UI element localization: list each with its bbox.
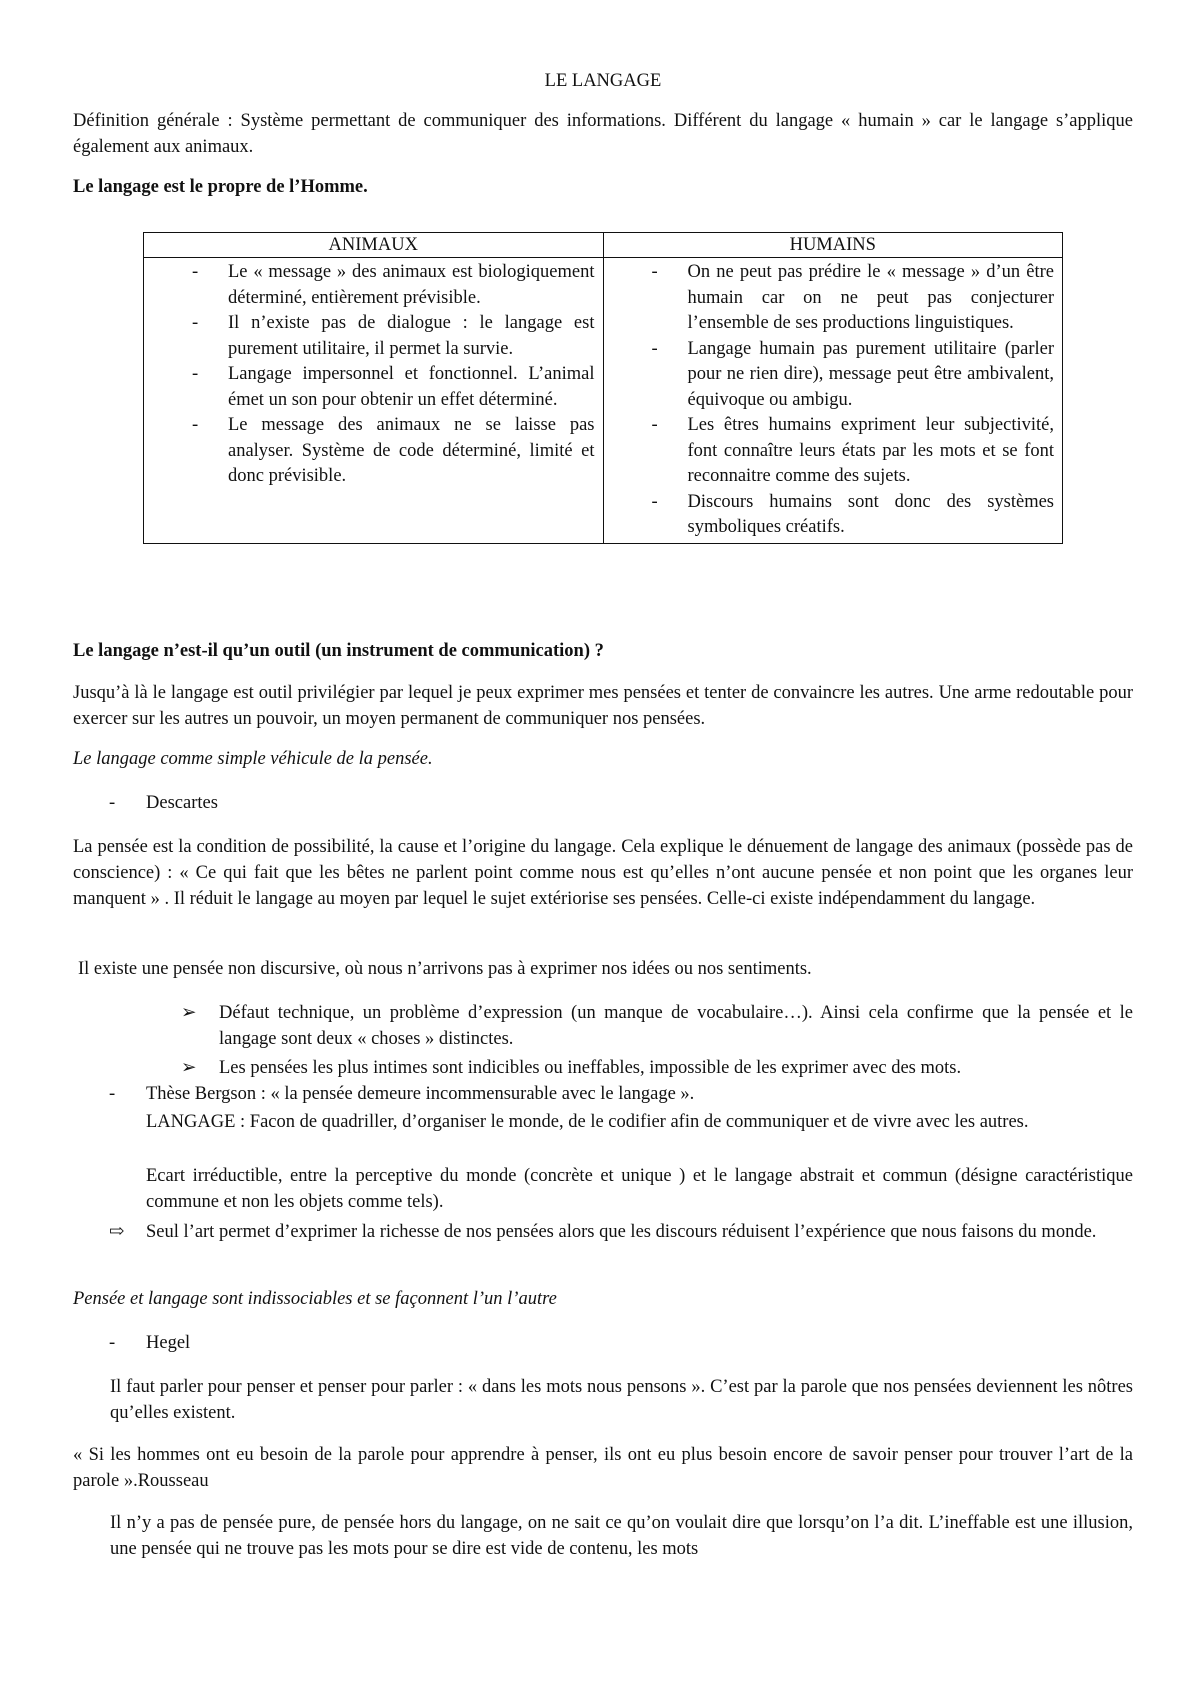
list-item: - Langage humain pas purement utilitaire (parler pour ne rien dire), message peut être ambivalent, équivoque ou ambigu. [651,338,1054,410]
paragraph-outil: Jusqu’à là le langage est outil privilégier par lequel je peux exprimer mes pensées et tenter de convaincre les autres. Une arme redoutable pour exercer sur les autres un pouvoir, un moyen permanent de communiquer nos pensées. [73,683,1133,729]
section-heading-propre: Le langage est le propre de l’Homme. [73,177,368,197]
quote-rousseau: « Si les hommes ont eu besoin de la parole pour apprendre à penser, ils ont eu plus besoin encore de savoir penser pour trouver l’art de la parole ».Rousseau [73,1445,1133,1491]
paragraph-non-discursive: Il existe une pensée non discursive, où nous n’arrivons pas à exprimer nos idées ou nos sentiments. [78,959,812,979]
bergson-ecart: Ecart irréductible, entre la perceptive du monde (concrète et unique ) et le langage abstrait et commun (désigne caractéristique commune et non les objets comme tels). [146,1166,1133,1212]
list-item: - Les êtres humains expriment leur subjectivité, font connaître leurs états par les mots et se font reconnaitre comme des sujets. [651,415,1054,486]
table-cell-humains [603,258,1063,544]
definition-paragraph: Définition générale : Système permettant de communiquer des informations. Différent du langage « humain » car le langage s’applique également aux animaux. [73,111,1133,157]
subheading-vehicule: Le langage comme simple véhicule de la pensée. [73,749,433,769]
list-item: - Le « message » des animaux est biologiquement déterminé, entièrement prévisible. [192,262,595,308]
list-item: - Le message des animaux ne se laisse pas analyser. Système de code déterminé, limité et donc prévisible. [192,415,595,486]
table-header-animaux: ANIMAUX [144,233,604,258]
list-item: - Discours humains sont donc des systèmes symboliques créatifs. [651,491,1054,537]
list-item: - Il n’existe pas de dialogue : le langage est purement utilitaire, il permet la survie. [192,313,595,359]
table-header-humains: HUMAINS [603,233,1063,258]
comparison-table [143,232,1063,544]
outline-arrow-icon: ⇨ [109,1222,125,1242]
paragraph-hegel: Il faut parler pour penser et penser pour parler : « dans les mots nous pensons ». C’est par la parole que nos pensées deviennent les nôtres qu’elles existent. [110,1377,1133,1423]
list-item: - Langage impersonnel et fonctionnel. L’animal émet un son pour obtenir un effet déterminé. [192,364,595,410]
list-item: - On ne peut pas prédire le « message » d’un être humain car on ne peut pas conjecturer l’ensemble de ses productions linguistiques. [651,262,1054,333]
paragraph-ineffable: Il n’y a pas de pensée pure, de pensée hors du langage, on ne sait ce qu’on voulait dire que lorsqu’on l’a dit. L’ineffable est une illusion, une pensée qui ne trouve pas les mots pour se dire est vide de contenu, les mots [110,1513,1133,1559]
bergson-langage: LANGAGE : Facon de quadriller, d’organiser le monde, de le codifier afin de communiquer et de vivre avec les autres. [146,1112,1029,1132]
section-heading-outil: Le langage n’est-il qu’un outil (un instrument de communication) ? [73,641,604,661]
table-cell-animaux [144,258,604,544]
arrowhead-icon: ➢ [181,1058,197,1078]
subheading-indissociables: Pensée et langage sont indissociables et se façonnent l’un l’autre [73,1289,557,1309]
arrowhead-icon: ➢ [181,1003,197,1023]
paragraph-descartes: La pensée est la condition de possibilité, la cause et l’origine du langage. Cela explique le dénuement de langage des animaux (possède pas de conscience) : « Ce qui fait que les bêtes ne parlent point comme nous est qu’elles n’ont aucune pensée et non point que les organes leur manquent » . Il réduit le langage au moyen par lequel le sujet extériorise ses pensées. Celle-ci existe indépendamment du langage. [73,837,1133,909]
document-page: LE LANGAGE Définition générale : Système permettant de communiquer des informations. Différent du langage « humain » car le langage s’applique également aux animaux. Le langage est le propre de l’Homme. ANIMAUX HUMAINS - Le « message » des animaux est biologiquement déterminé, entièrement prévisible. - Il n’existe pas de dialogue : le langage est purement utilitaire, il permet la survie. - Langage impersonnel et fonctionnel. L’animal émet un son pour obtenir un effet déterminé. - Le message des animaux ne se laisse pas analyser. Système de code déterminé, limité et donc prévisible. - On ne peut pas prédire le « message » d’un être humain car on ne peut pas conjecturer l’ensemble de ses productions linguistiques. - Langage humain pas purement utilitaire (parler pour ne rien dire), message peut être ambivalent, équivoque ou ambigu. - Les êtres humains expriment leur subjectivité, font connaître leurs états par les mots et se font reconnaitre comme des sujets. - Discours humains sont donc des systèmes symboliques créatifs. Le langage n’est-il qu’un outil (un instrument de communication) ? Jusqu’à là le langage est outil privilégier par lequel je peux exprimer mes pensées et tenter de convaincre les autres. Une arme redoutable pour exercer sur les autres un pouvoir, un moyen permanent de communiquer nos pensées. Le langage comme simple véhicule de la pensée. - Descartes La pensée est la condition de possibilité, la cause et l’origine du langage. Cela explique le dénuement de langage des animaux (possède pas de conscience) : « Ce qui fait que les bêtes ne parlent point comme nous est qu’elles n’ont aucune pensée et non point que les organes leur manquent » . Il réduit le langage au moyen par lequel le sujet extériorise ses pensées. Celle-ci existe indépendamment du langage. Il existe une pensée non discursive, où nous n’arrivons pas à exprimer nos idées ou nos sentiments. ➢ Défaut technique, un problème d’expression (un manque de vocabulaire…). Ainsi cela confirme que la pensée et le langage sont deux « choses » distinctes. ➢ Les pensées les plus intimes sont indicibles ou ineffables, impossible de les exprimer avec des mots. - Thèse Bergson : « la pensée demeure incommensurable avec le langage ». LANGAGE : Facon de quadriller, d’organiser le monde, de le codifier afin de communiquer et de vivre avec les autres. Ecart irréductible, entre la perceptive du monde (concrète et unique ) et le langage abstrait et commun (désigne caractéristique commune et non les objets comme tels). ⇨ Seul l’art permet d’exprimer la richesse de nos pensées alors que les discours réduisent l’expérience que nous faisons du monde. Pensée et langage sont indissociables et se façonnent l’un l’autre - Hegel Il faut parler pour penser et penser pour parler : « dans les mots nous pensons ». C’est par la parole que nos pensées deviennent les nôtres qu’elles existent. « Si les hommes ont eu besoin de la parole pour apprendre à penser, ils ont eu plus besoin encore de savoir penser pour trouver l’art de la parole ».Rousseau Il n’y a pas de pensée pure, de pensée hors du langage, on ne sait ce qu’on voulait dire que lorsqu’on l’a dit. L’ineffable est une illusion, une pensée qui ne trouve pas les mots pour se dire est vide de contenu, les mots [0,0,1200,1698]
page-title: LE LANGAGE [544,71,662,91]
